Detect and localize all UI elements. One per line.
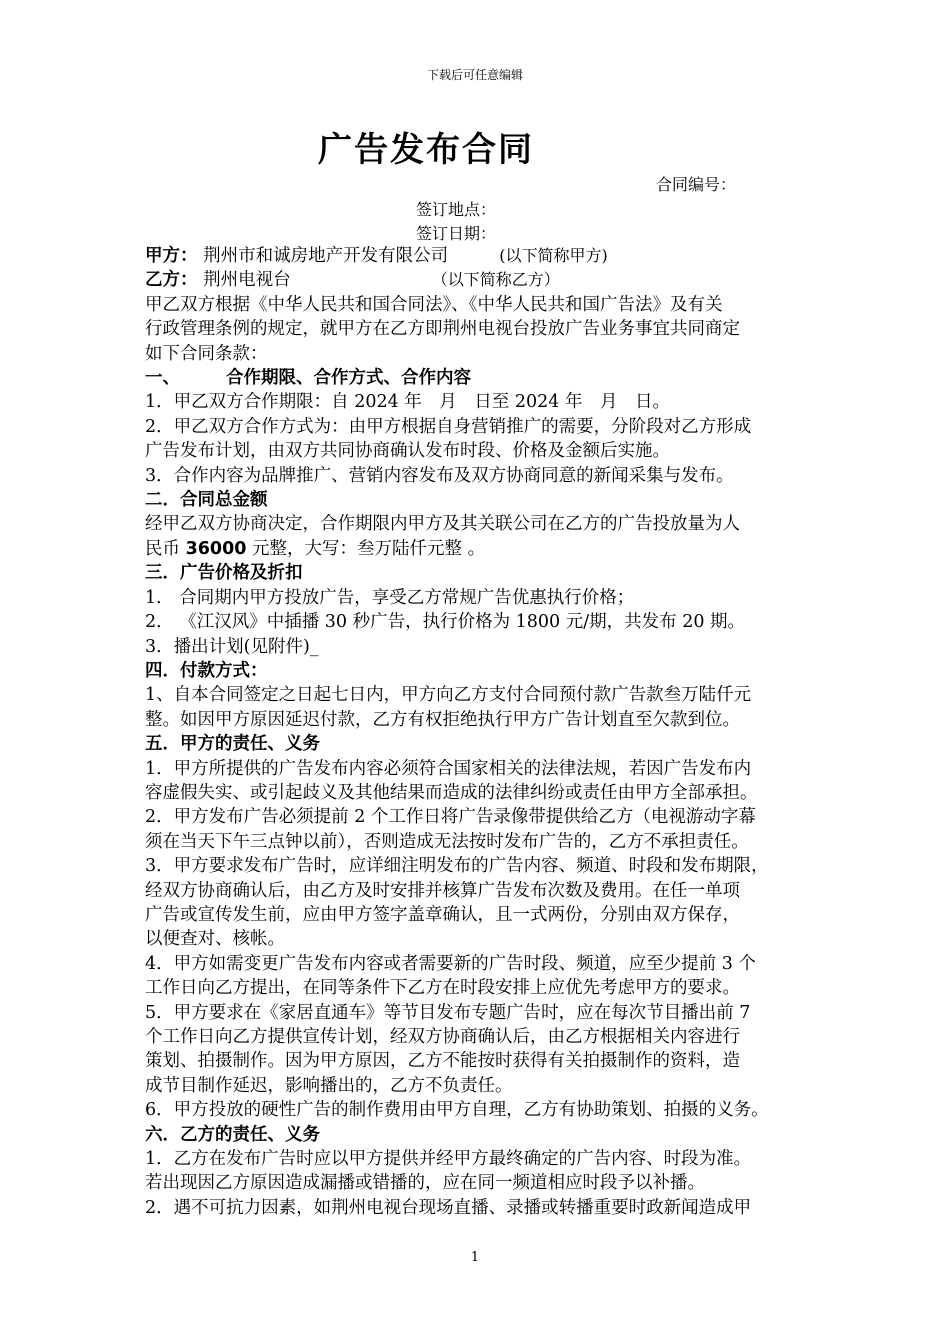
intro-line: 甲乙双方根据《中华人民共和国合同法》、《中华人民共和国广告法》及有关 [145,294,723,315]
section-1-line: 广告发布计划，由双方共同协商确认发布时段、价格及金额后实施。 [145,441,670,462]
sign-place-label: 签订地点： [416,200,497,219]
intro-line: 如下合同条款： [145,343,268,364]
section-3-line: 1． 合同期内甲方投放广告，享受乙方常规广告优惠执行价格； [145,587,635,608]
section-5-line: 须在当天下午三点钟以前），否则造成无法按时发布广告的，乙方不承担责任。 [145,831,749,852]
party-b-name: 荆州电视台 [203,270,291,291]
section-1-line: 1．甲乙双方合作期限：自 2024 年 月 日至 2024 年 月 日。 [145,392,670,413]
section-1-line: 2．甲乙双方合作方式为：由甲方根据自身营销推广的需要，分阶段对乙方形成 [145,416,752,437]
section-5-line: 成节目制作延迟，影响播出的，乙方不负责任。 [145,1075,513,1096]
section-6-line: 2．遇不可抗力因素，如荆州电视台现场直播、录播或转播重要时政新闻造成甲 [145,1197,752,1218]
section-5-line: 经双方协商确认后，由乙方及时安排并核算广告发布次数及费用。在任一单项 [145,880,740,901]
section-5-line: 广告或宣传发生前，应由甲方签字盖章确认，且一式两份，分别由双方保存， [145,904,740,925]
party-b-line [145,268,825,292]
contract-body [145,244,825,1220]
section-5-heading: 五．甲方的责任、义务 [145,734,320,755]
section-6-line: 若出现因乙方原因造成漏播或错播的，应在同一频道相应时段予以补播。 [145,1173,705,1194]
section-2-heading: 二．合同总金额 [145,490,268,511]
section-1-heading: 一、 合作期限、合作方式、合作内容 [145,368,471,389]
section-5-line: 以便查对、核帐。 [145,929,285,950]
section-2-line: 民币 36000 元整，大写：叁万陆仟元整 。 [145,538,486,559]
section-6-line: 1．乙方在发布广告时应以甲方提供并经甲方最终确定的广告内容、时段为准。 [145,1149,752,1170]
sign-date-label: 签订日期： [416,224,497,243]
section-3-line: 3．播出计划(见附件)_ [145,636,319,657]
section-4-line: 1、自本合同签定之日起七日内，甲方向乙方支付合同预付款广告款叁万陆仟元 [145,685,752,706]
section-5-line: 6．甲方投放的硬性广告的制作费用由甲方自理，乙方有协助策划、拍摄的义务。 [145,1100,769,1121]
section-5-line: 个工作日向乙方提供宣传计划，经双方协商确认后，由乙方根据相关内容进行 [145,1027,740,1047]
section-4-heading: 四．付款方式： [145,660,268,681]
section-5-line: 策划、拍摄制作。因为甲方原因，乙方不能按时获得有关拍摄制作的资料，造 [145,1051,740,1072]
section-4-line: 整。如因甲方原因延迟付款，乙方有权拒绝执行甲方广告计划直至欠款到位。 [145,709,740,730]
party-b-note: （以下简称乙方） [431,270,560,290]
section-5-line: 3．甲方要求发布广告时，应详细注明发布的广告内容、频道、时段和发布期限， [145,856,769,877]
party-a-note: (以下简称甲方) [499,246,608,265]
section-1-line: 3．合作内容为品牌推广、营销内容发布及双方协商同意的新闻采集与发布。 [145,465,734,486]
party-a-label: 甲方： [145,246,198,266]
section-2-line: 经甲乙双方协商决定，合作期限内甲方及其关联公司在乙方的广告投放量为人 [145,514,740,535]
section-5-line: 工作日向乙方提出，在同等条件下乙方在时段安排上应优先考虑甲方的要求。 [145,978,740,999]
section-5-line: 容虚假失实、或引起歧义及其他结果而造成的法律纠纷或责任由甲方全部承担。 [145,782,758,803]
section-5-line: 4．甲方如需变更广告发布内容或者需要新的广告时段、频道，应至少提前 3 个 [145,953,756,974]
page-header: 下载后可任意编辑 [426,68,523,82]
section-5-line: 1．甲方所提供的广告发布内容必须符合国家相关的法律法规，若因广告发布内 [145,758,752,779]
party-a-name: 荆州市和诚房地产开发有限公司 [203,246,449,266]
total-amount: 36000 [185,538,247,559]
section-6-heading: 六．乙方的责任、义务 [145,1124,320,1145]
party-a-line [145,244,825,268]
section-5-line: 2．甲方发布广告必须提前 2 个工作日将广告录像带提供给乙方（电视游动字幕 [145,807,756,828]
intro-line: 行政管理条例的规定，就甲方在乙方即荆州电视台投放广告业务事宜共同商定 [145,319,740,340]
contract-number-label: 合同编号： [656,175,737,194]
document-title: 广告发布合同 [318,130,534,170]
section-5-line: 5．甲方要求在《家居直通车》等节目发布专题广告时，应在每次节目播出前 7 [145,1002,751,1023]
section-3-line: 2． 《江汉风》中插播 30 秒广告，执行价格为 1800 元/期，共发布 20 期。 [145,612,746,633]
party-b-label: 乙方： [145,270,198,291]
page-number: 1 [470,1250,480,1265]
section-3-heading: 三．广告价格及折扣 [145,563,303,584]
